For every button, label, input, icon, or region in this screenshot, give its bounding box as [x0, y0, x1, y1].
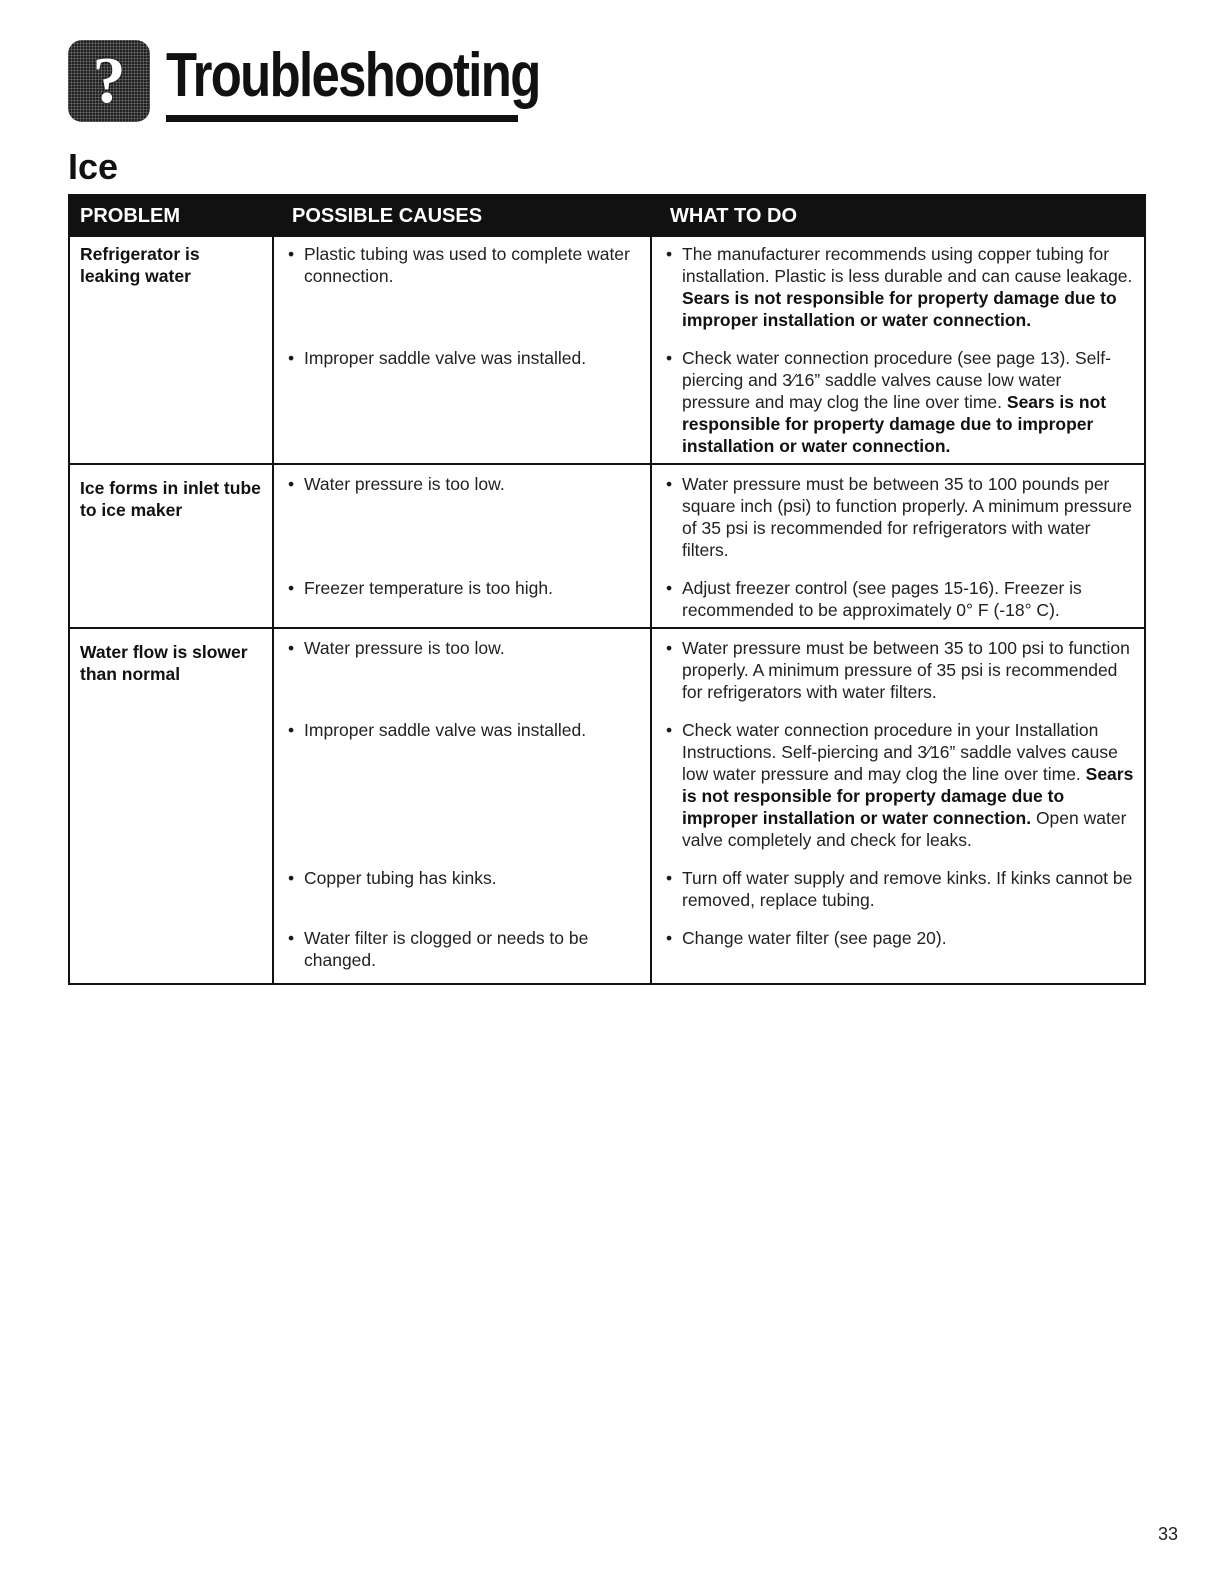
list-item — [284, 637, 640, 659]
cause-cell — [273, 337, 651, 464]
list-item — [284, 867, 640, 889]
table-row — [69, 628, 1145, 709]
question-mark-glyph: ? — [92, 44, 126, 117]
section-title: Ice — [68, 146, 119, 187]
cause-text: Plastic tubing was used to complete water connection. — [304, 244, 630, 286]
cause-text: Water pressure is too low. — [304, 638, 505, 658]
todo-text — [682, 637, 1134, 703]
todo-cell — [651, 236, 1145, 337]
cause-cell — [273, 567, 651, 628]
list-item — [284, 243, 640, 287]
list-item — [662, 927, 1134, 949]
cause-cell — [273, 628, 651, 709]
list-item — [662, 473, 1134, 561]
bullet: • — [288, 868, 295, 888]
todo-text — [682, 347, 1134, 457]
todo-cell — [651, 567, 1145, 628]
list-item — [662, 867, 1134, 911]
title-wrap — [166, 41, 622, 122]
list-item — [662, 719, 1134, 851]
page-number: 33 — [1157, 1524, 1178, 1544]
list-item — [284, 347, 640, 369]
bullet: • — [288, 244, 295, 264]
cause-cell — [273, 464, 651, 567]
list-item — [662, 637, 1134, 703]
column-header-causes: POSSIBLE CAUSES — [273, 195, 651, 236]
todo-text — [682, 577, 1134, 621]
todo-normal: Check water connection procedure (see page 13). Self-piercing and 3⁄16” saddle valves cause low water pressure and may clog the line over time. — [682, 348, 1111, 412]
page-header — [68, 40, 622, 122]
todo-cell — [651, 337, 1145, 464]
table-header-row — [69, 195, 1145, 236]
bullet: • — [666, 348, 673, 368]
problem-text: Water flow is slower than normal — [80, 642, 248, 684]
bullet: • — [288, 638, 295, 658]
todo-text — [682, 719, 1134, 851]
cause-text: Freezer temperature is too high. — [304, 578, 554, 598]
problem-cell — [69, 628, 273, 984]
list-item — [662, 243, 1134, 331]
list-item — [284, 473, 640, 495]
list-item — [662, 347, 1134, 457]
todo-text — [682, 927, 1134, 949]
bullet: • — [288, 720, 295, 740]
bullet: • — [666, 638, 673, 658]
todo-bold: Sears is not responsible for property damage due to improper installation or water connection. — [682, 392, 1107, 456]
cause-cell — [273, 917, 651, 984]
problem-cell — [69, 464, 273, 628]
bullet: • — [288, 348, 295, 368]
question-mark-icon — [68, 40, 150, 122]
todo-normal: The manufacturer recommends using copper tubing for installation. Plastic is less durable and can cause leakage. — [682, 244, 1133, 286]
todo-normal: Adjust freezer control (see pages 15-16). Freezer is recommended to be approximately 0° F (-18° C). — [682, 578, 1082, 620]
cause-cell — [273, 709, 651, 857]
table-row — [69, 464, 1145, 567]
todo-text — [682, 867, 1134, 911]
todo-after: Open water valve completely and check for leaks. — [682, 808, 1127, 850]
problem-cell — [69, 236, 273, 464]
bullet: • — [666, 578, 673, 598]
cause-text: Improper saddle valve was installed. — [304, 720, 587, 740]
page-title: Troubleshooting — [166, 41, 540, 110]
todo-normal: Turn off water supply and remove kinks. If kinks cannot be removed, replace tubing. — [682, 868, 1133, 910]
column-header-what-to-do: WHAT TO DO — [651, 195, 1145, 236]
todo-cell — [651, 628, 1145, 709]
cause-cell — [273, 236, 651, 337]
todo-bold: Sears is not responsible for property damage due to improper installation or water connection. — [682, 764, 1134, 828]
todo-text — [682, 473, 1134, 561]
cause-text: Water filter is clogged or needs to be changed. — [304, 928, 589, 970]
bullet: • — [666, 868, 673, 888]
todo-cell — [651, 917, 1145, 984]
todo-cell — [651, 464, 1145, 567]
bullet: • — [666, 244, 673, 264]
todo-normal: Water pressure must be between 35 to 100 psi to function properly. A minimum pressure of 35 psi is recommended for refrigerators with water filters. — [682, 638, 1130, 702]
bullet: • — [288, 928, 295, 948]
todo-normal: Water pressure must be between 35 to 100 pounds per square inch (psi) to function properly. A minimum pressure of 35 psi is recommended for refrigerators with water filters. — [682, 474, 1133, 560]
list-item — [284, 577, 640, 599]
cause-text: Water pressure is too low. — [304, 474, 505, 494]
problem-text: Ice forms in inlet tube to ice maker — [80, 478, 261, 520]
todo-cell — [651, 709, 1145, 857]
title-underline — [166, 115, 518, 122]
bullet: • — [288, 578, 295, 598]
todo-normal: Change water filter (see page 20). — [682, 928, 947, 948]
todo-text — [682, 243, 1134, 331]
cause-text: Improper saddle valve was installed. — [304, 348, 587, 368]
cause-cell — [273, 857, 651, 917]
todo-cell — [651, 857, 1145, 917]
cause-text: Copper tubing has kinks. — [304, 868, 497, 888]
bullet: • — [288, 474, 295, 494]
table-row — [69, 236, 1145, 337]
bullet: • — [666, 720, 673, 740]
troubleshooting-table — [68, 194, 1146, 985]
column-header-problem: PROBLEM — [69, 195, 273, 236]
list-item — [662, 577, 1134, 621]
todo-normal: Check water connection procedure in your Installation Instructions. Self-piercing and 3⁄16” saddle valves cause low water pressure and may clog the line over time. — [682, 720, 1118, 784]
todo-bold: Sears is not responsible for property damage due to improper installation or water connection. — [682, 288, 1117, 330]
list-item — [284, 927, 640, 971]
bullet: • — [666, 474, 673, 494]
problem-text: Refrigerator is leaking water — [80, 244, 200, 286]
list-item — [284, 719, 640, 741]
bullet: • — [666, 928, 673, 948]
